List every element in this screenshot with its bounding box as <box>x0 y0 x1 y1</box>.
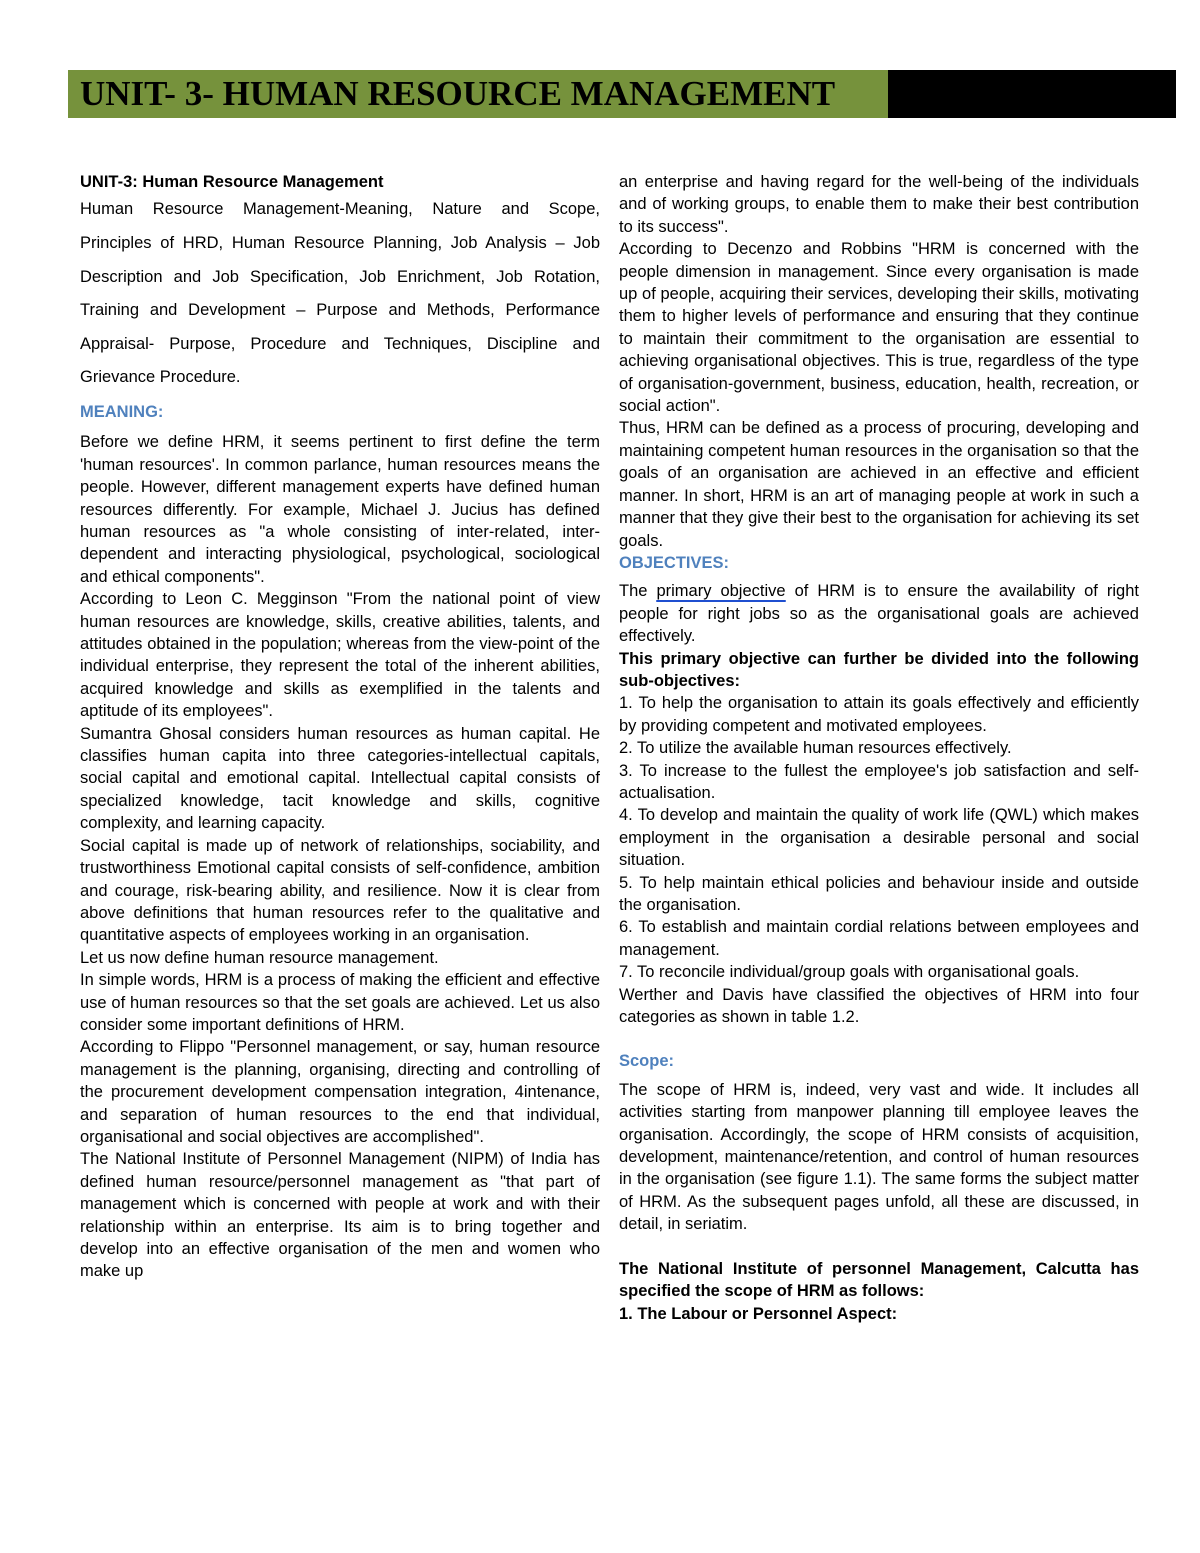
list-item: 3. To increase to the fullest the employee's job satisfaction and self-actualisation. <box>619 761 1139 802</box>
paragraph: According to Decenzo and Robbins "HRM is concerned with the people dimension in management. Since every organisation is made up of people, acquiring their services, developing their skills, motivating them to higher levels of performance and ensuring that they continue to maintain their commitment to the organisation are essential to achieving organisational objectives. This is true, regardless of the type of organisation-government, business, education, health, recreation, or social action". <box>619 240 1139 416</box>
list-item: 4. To develop and maintain the quality of work life (QWL) which makes employment in the organisation a desirable personal and social situation. <box>619 806 1139 870</box>
scope-paragraph: The scope of HRM is, indeed, very vast and wide. It includes all activities starting from manpower planning till employee leaves the organisation. Accordingly, the scope of HRM consists of acquisition, development, maintenance/retention, and control of human resources in the organisation (see figure 1.1). The same forms the subject matter of HRM. As the subsequent pages unfold, all these are discussed, in detail, in seriatim. <box>619 1080 1139 1234</box>
meaning-heading: MEANING: <box>80 402 164 421</box>
list-item: 6. To establish and maintain cordial relations between employees and management. <box>619 918 1139 959</box>
paragraph: The National Institute of Personnel Management (NIPM) of India has defined human resource/personnel management as "that part of management which is concerned with people at work and with their relationship within an enterprise. Its aim is to bring together and develop into an effective organisation of the men and women who make up <box>80 1150 600 1281</box>
objectives-heading: OBJECTIVES: <box>619 553 730 572</box>
paragraph: Werther and Davis have classified the objectives of HRM into four categories as shown in table 1.2. <box>619 985 1139 1027</box>
paragraph: In simple words, HRM is a process of making the efficient and effective use of human resources so that the set goals are achieved. Let us also consider some important definitions of HRM. <box>80 971 600 1034</box>
list-item: 7. To reconcile individual/group goals with organisational goals. <box>619 963 1080 982</box>
paragraph: Social capital is made up of network of relationships, sociability, and trustworthiness Emotional capital consists of self-confidence, ambition and courage, risk-bearing ability, and resilience. Now it is clear from above definitions that human resources refer to the qualitative and quantitative aspects of employees working in an organisation. <box>80 836 600 945</box>
banner-title: UNIT- 3- HUMAN RESOURCE MANAGEMENT <box>80 74 836 113</box>
left-column <box>80 171 600 1283</box>
paragraph: According to Flippo "Personnel management, or say, human resource management is the planning, organising, directing and controlling of the procurement development compensation integration, 4intenance, and separation of human resources to the end that individual, organisational and social objectives are accomplished". <box>80 1038 600 1146</box>
labour-aspect-heading: 1. The Labour or Personnel Aspect: <box>619 1304 898 1323</box>
unit-heading: UNIT-3: Human Resource Management <box>80 173 384 191</box>
underlined-primary-objective: primary objective <box>656 582 786 601</box>
list-item: 5. To help maintain ethical policies and behaviour inside and outside the organisation. <box>619 873 1139 914</box>
scope-heading: Scope: <box>619 1052 675 1071</box>
syllabus-text: Human Resource Management-Meaning, Nature and Scope, Principles of HRD, Human Resource Planning, Job Analysis – Job Description and Job Specification, Job Enrichment, Job Rotation, Training and Development – Purpose and Methods, Performance Appraisal- Purpose, Procedure and Techniques, Discipline and Grievance Procedure. <box>80 200 600 387</box>
paragraph: Thus, HRM can be defined as a process of procuring, developing and maintaining competent human resources in the organisation so that the goals of an organisation are achieved in an effective and efficient manner. In short, HRM is an art of managing people at work in such a manner that they give their best to the organisation for achieving its set goals. <box>619 419 1139 550</box>
underlined-right-people: right people for right jobs <box>619 582 1139 623</box>
list-item: 1. To help the organisation to attain its goals effectively and efficiently by providing competent and motivated employees. <box>619 694 1139 735</box>
paragraph: Let us now define human resource management. <box>80 948 439 967</box>
sub-objectives-heading: This primary objective can further be divided into the following sub-objectives: <box>619 649 1139 690</box>
banner-title-block <box>68 70 888 118</box>
primary-objective-paragraph <box>619 580 1139 647</box>
banner-dark-block <box>888 70 1176 118</box>
unit-banner <box>68 70 1176 118</box>
paragraph: According to Leon C. Megginson "From the national point of view human resources are knowledge, skills, creative abilities, talents, and attitudes obtained in the population; whereas from the view-point of the individual enterprise, they represent the total of the inherent abilities, acquired knowledge and skills as exemplified in the talents and aptitude of its employees". <box>80 590 600 721</box>
right-column <box>619 171 1139 1325</box>
text-run: of HRM is to ensure the availability of <box>785 582 1107 601</box>
list-item: 2. To utilize the available human resources effectively. <box>619 739 1012 758</box>
text-run: so as the organisational goals are achieved effectively. <box>619 604 1139 646</box>
nipm-heading: The National Institute of personnel Management, Calcutta has specified the scope of HRM as follows: <box>619 1259 1139 1301</box>
text-run: The <box>619 582 657 601</box>
paragraph: Before we define HRM, it seems pertinent to first define the term 'human resources'. In common parlance, human resources means the people. However, different management experts have defined human resources differently. For example, Michael J. Jucius has defined human resources as "a whole consisting of inter-related, inter-dependent and interacting physiological, psychological, sociological and ethical components". <box>80 433 600 586</box>
paragraph: Sumantra Ghosal considers human resources as human capital. He classifies human capita into three categories-intellectual capitals, social capital and emotional capital. Intellectual capital consists of specialized knowledge, tacit knowledge and skills, cognitive complexity, and learning capacity. <box>80 724 600 833</box>
paragraph: an enterprise and having regard for the well-being of the individuals and of working groups, to enable them to make their best contribution to its success". <box>619 173 1139 236</box>
